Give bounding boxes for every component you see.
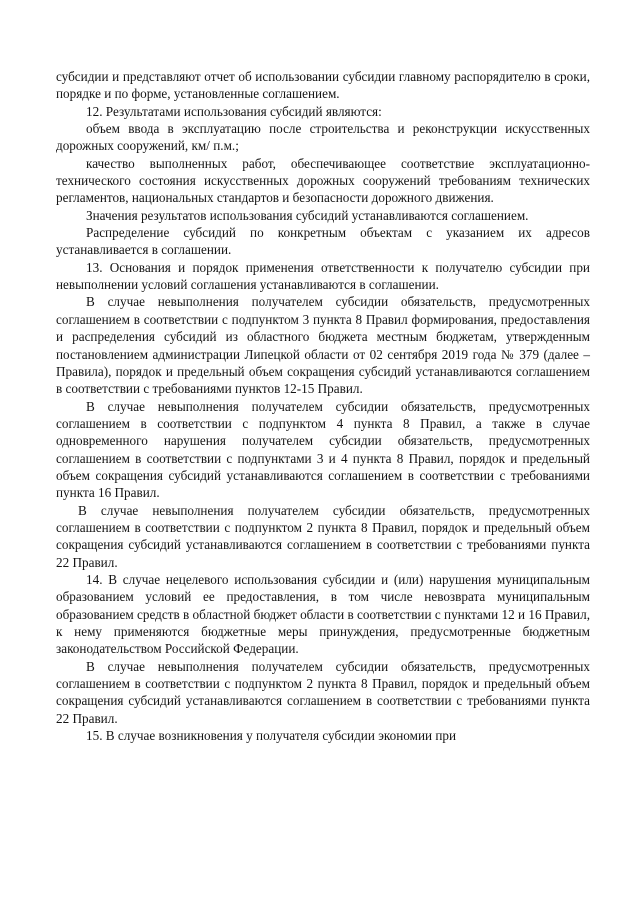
paragraph-3: объем ввода в эксплуатацию после строительства и реконструкции искусственных дорожных сооружений, км/ п.м.; xyxy=(56,121,590,154)
paragraph-7: 13. Основания и порядок применения ответственности к получателю субсидии при невыполнении условий соглашения устанавливаются в соглашении. xyxy=(56,259,590,293)
paragraph-4: качество выполненных работ, обеспечивающее соответствие эксплуатационно-технического состояния искусственных дорожных сооружений требованиям технических регламентов, национальных стандартов и безопасности дорожного движения. xyxy=(56,155,590,206)
paragraph-11: 14. В случае нецелевого использования субсидии и (или) нарушения муниципальным образованием условий ее предоставления, в том числе невозврата муниципальным образованием средств в областной бюджет области в соответствии с пунктами 12 и 16 Правил, к нему применяются бюджетные меры принуждения, предусмотренные бюджетным законодательством Российской Федерации. xyxy=(56,571,590,657)
paragraph-12: В случае невыполнения получателем субсидии обязательств, предусмотренных соглашением в соответствии с подпунктом 2 пункта 8 Правил, порядок и предельный объем сокращения субсидий устанавливаются соглашением в соответствии с требованиями пункта 22 Правил. xyxy=(56,658,590,726)
document-page xyxy=(56,68,590,744)
paragraph-2: 12. Результатами использования субсидий являются: xyxy=(86,103,382,119)
paragraph-6: Распределение субсидий по конкретным объектам с указанием их адресов устанавливается в соглашении. xyxy=(56,225,590,258)
paragraph-10: В случае невыполнения получателем субсидии обязательств, предусмотренных соглашением в соответствии с подпунктом 2 пункта 8 Правил, порядок и предельный объем сокращения субсидий устанавливаются соглашением в соответствии с требованиями пункта 22 Правил. xyxy=(56,502,590,570)
paragraph-13: 15. В случае возникновения у получателя субсидии экономии при xyxy=(86,728,457,744)
paragraph-5: Значения результатов использования субсидий устанавливаются соглашением. xyxy=(86,207,529,223)
paragraph-9: В случае невыполнения получателем субсидии обязательств, предусмотренных соглашением в соответствии с подпунктом 4 пункта 8 Правил, а также в случае одновременного нарушения получателем субсидии обязательств, предусмотренных соглашением в соответствии с подпунктами 3 и 4 пункта 8 Правил, порядок и предельный объем сокращения субсидий устанавливаются соглашением в соответствии с требованиями пункта 16 Правил. xyxy=(56,398,590,501)
paragraph-1: субсидии и представляют отчет об использовании субсидии главному распорядителю в сроки, порядке и по форме, установленные соглашением. xyxy=(56,69,590,102)
paragraph-8: В случае невыполнения получателем субсидии обязательств, предусмотренных соглашением в соответствии с подпунктом 3 пункта 8 Правил формирования, предоставления и распределения субсидий из областного бюджета местным бюджетам, утвержденным постановлением администрации Липецкой области от 02 сентября 2019 года № 379 (далее – Правила), порядок и предельный объем сокращения субсидий устанавливаются соглашением в соответствии с требованиями пунктов 12-15 Правил. xyxy=(56,294,590,397)
